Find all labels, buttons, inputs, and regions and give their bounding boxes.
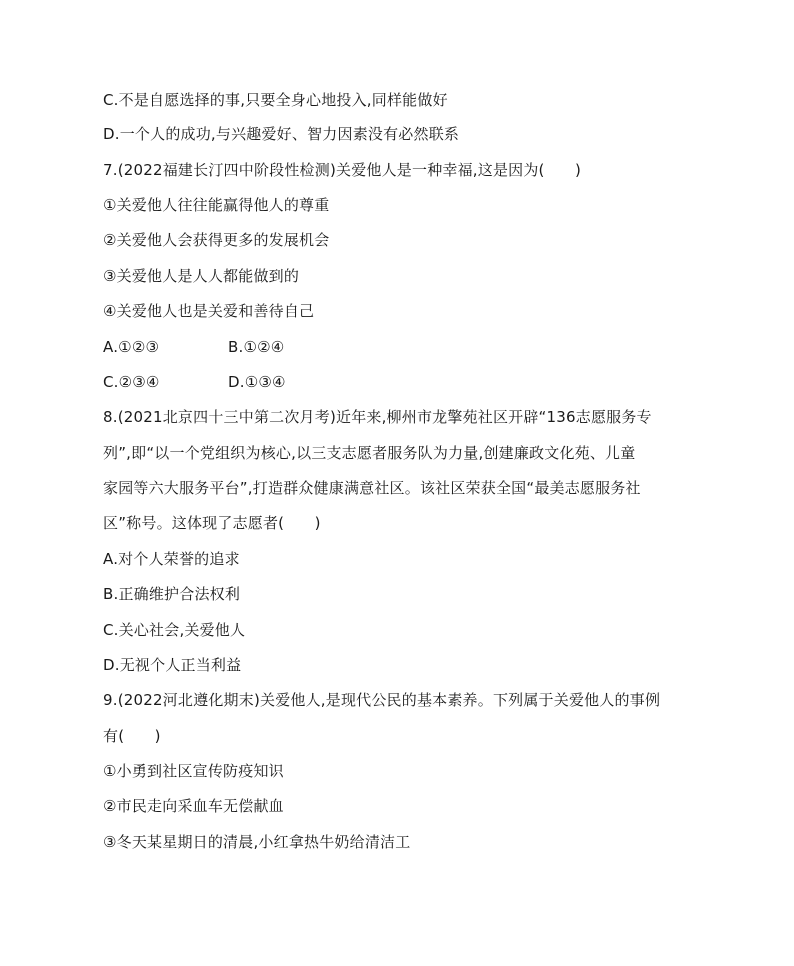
q8-option-a: A.对个人荣誉的追求 — [103, 550, 240, 568]
q7-option-a: A.①②③ — [103, 338, 160, 356]
q8-option-c: C.关心社会,关爱他人 — [103, 621, 246, 639]
question-9-stem-line-2: 有( ) — [103, 727, 161, 745]
q7-option-d: D.①③④ — [228, 373, 286, 391]
question-8-stem-line-2: 列”,即“以一个党组织为核心,以三支志愿者服务队为力量,创建廉政文化苑、儿童 — [103, 444, 636, 462]
q6-option-c: C.不是自愿选择的事,只要全身心地投入,同样能做好 — [103, 91, 448, 109]
q8-option-b: B.正确维护合法权利 — [103, 585, 241, 603]
question-8-stem-line-4: 区”称号。这体现了志愿者( ) — [103, 514, 321, 532]
question-9-stem-line-1: 9.(2022河北遵化期末)关爱他人,是现代公民的基本素养。下列属于关爱他人的事例 — [103, 691, 661, 709]
q7-statement-1: ①关爱他人往往能赢得他人的尊重 — [103, 196, 330, 214]
q7-statement-3: ③关爱他人是人人都能做到的 — [103, 267, 300, 285]
q7-option-c: C.②③④ — [103, 373, 160, 391]
question-8-stem-line-1: 8.(2021北京四十三中第二次月考)近年来,柳州市龙擎苑社区开辟“136志愿服务专 — [103, 408, 652, 426]
q9-statement-3: ③冬天某星期日的清晨,小红拿热牛奶给清洁工 — [103, 833, 411, 851]
q7-statement-2: ②关爱他人会获得更多的发展机会 — [103, 231, 330, 249]
q9-statement-2: ②市民走向采血车无偿献血 — [103, 797, 284, 815]
question-8-stem-line-3: 家园等六大服务平台”,打造群众健康满意社区。该社区荣获全国“最美志愿服务社 — [103, 479, 641, 497]
q8-option-d: D.无视个人正当利益 — [103, 656, 242, 674]
q7-option-b: B.①②④ — [228, 338, 285, 356]
q7-statement-4: ④关爱他人也是关爱和善待自己 — [103, 302, 315, 320]
q9-statement-1: ①小勇到社区宣传防疫知识 — [103, 762, 284, 780]
question-7-stem: 7.(2022福建长汀四中阶段性检测)关爱他人是一种幸福,这是因为( ) — [103, 161, 582, 179]
q6-option-d: D.一个人的成功,与兴趣爱好、智力因素没有必然联系 — [103, 125, 460, 143]
